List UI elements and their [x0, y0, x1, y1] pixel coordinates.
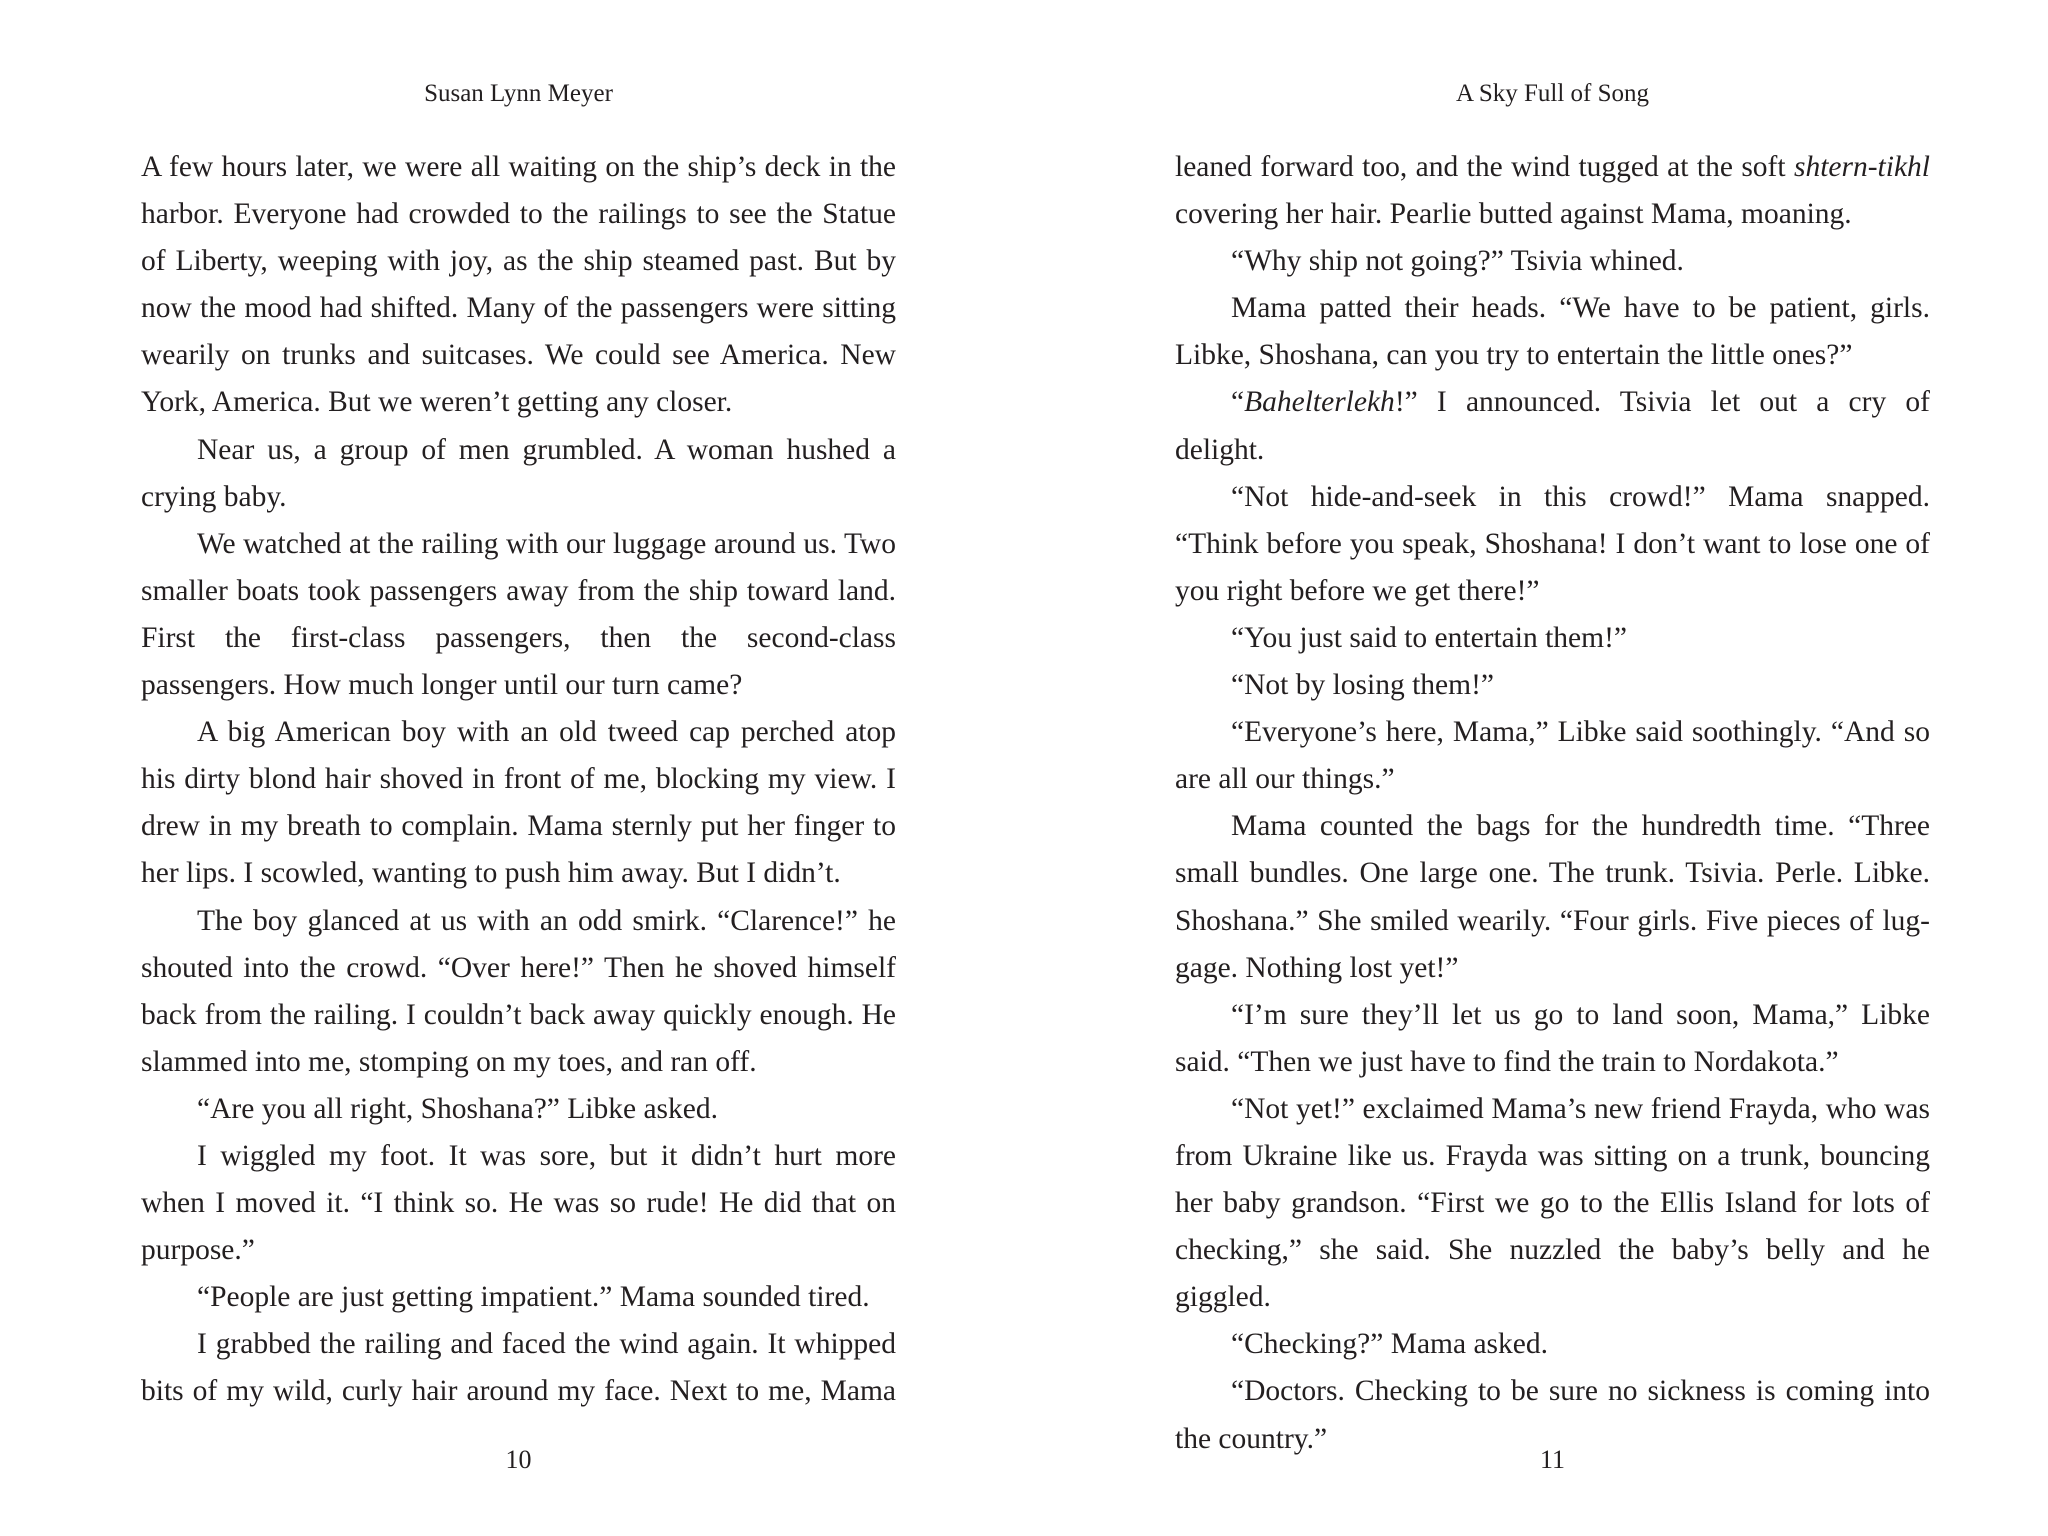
- text-run: “: [1231, 386, 1245, 419]
- paragraph: “Not by losing them!”: [1231, 669, 1494, 702]
- paragraph: [1175, 144, 1930, 238]
- paragraph: A big American boy with an old tweed cap perched atop his dirty blond hair shoved in front of me, blocking my view. I drew in my breath to complain. Mama sternly put her finger to her lips. I scowled, wanting to push him away. But I didn’t.: [141, 716, 896, 890]
- left-page-body: [141, 144, 896, 1416]
- paragraph: A few hours later, we were all waiting on the ship’s deck in the harbor. Everyone had crowded to the railings to see the Statue of Liberty, weeping with joy, as the ship steamed past. But by now the mood had shifted. Many of the passengers were sitting wearily on trunks and suitcases. We could see America. New York, America. But we weren’t getting any closer.: [141, 151, 896, 419]
- paragraph: [1175, 379, 1930, 473]
- paragraph: “Why ship not going?” Tsivia whined.: [1231, 245, 1684, 278]
- text-run: !” I announced. Tsivia let out a cry of delight.: [1175, 386, 1930, 466]
- paragraph: “I’m sure they’ll let us go to land soon, Mama,” Libke said. “Then we just have to find the train to Nordakota.”: [1175, 998, 1930, 1078]
- paragraph: “Not hide-and-seek in this crowd!” Mama snapped. “Think before you speak, Shoshana! I don’t want to lose one of you right before we get there!”: [1175, 480, 1930, 607]
- running-head-title: A Sky Full of Song: [1455, 80, 1650, 107]
- paragraph: Mama counted the bags for the hundredth time. “Three small bundles. One large one. The trunk. Tsivia. Perle. Libke. Shoshana.” She smiled wearily. “Four girls. Five pieces of lug-gage. Nothing lost yet!”: [1175, 810, 1930, 984]
- right-page: [1024, 0, 2048, 1536]
- paragraph: “Checking?” Mama asked.: [1231, 1328, 1548, 1361]
- paragraph: “People are just getting impatient.” Mama sounded tired.: [197, 1281, 870, 1314]
- paragraph: “Not yet!” exclaimed Mama’s new friend Frayda, who was from Ukraine like us. Frayda was sitting on a trunk, bouncing her baby grandson. “First we go to the Ellis Island for lots of checking,” she said. She nuzzled the baby’s belly and he giggled.: [1175, 1092, 1930, 1314]
- paragraph: Mama patted their heads. “We have to be patient, girls. Libke, Shoshana, can you try to entertain the little ones?”: [1175, 292, 1930, 372]
- page-number: 10: [505, 1445, 532, 1474]
- paragraph: “You just said to entertain them!”: [1231, 621, 1628, 654]
- italic-term: Bahelterlekh: [1244, 386, 1395, 419]
- paragraph: We watched at the railing with our luggage around us. Two smaller boats took passengers away from the ship toward land. First the first-class passengers, then the second-class passengers. How much longer until our turn came?: [141, 527, 896, 702]
- paragraph: I wiggled my foot. It was sore, but it didn’t hurt more when I moved it. “I think so. He was so rude! He did that on purpose.”: [141, 1139, 896, 1267]
- paragraph: The boy glanced at us with an odd smirk. “Clarence!” he shouted into the crowd. “Over here!” Then he shoved himself back from the railing. I couldn’t back away quickly enough. He slammed into me, stomping on my toes, and ran off.: [141, 904, 896, 1078]
- paragraph: Near us, a group of men grumbled. A woman hushed a crying baby.: [141, 433, 896, 513]
- text-run: covering her hair. Pearlie butted against Mama, moaning.: [1175, 198, 1852, 231]
- running-head-author: Susan Lynn Meyer: [424, 80, 613, 107]
- paragraph: I grabbed the railing and faced the wind again. It whipped bits of my wild, curly hair around my face. Next to me, Mama: [141, 1328, 896, 1408]
- text-run: leaned forward too, and the wind tugged at the soft: [1175, 151, 1794, 183]
- paragraph: “Are you all right, Shoshana?” Libke asked.: [197, 1092, 719, 1125]
- right-page-body: [1175, 144, 1930, 1463]
- italic-term: shtern-tikhl: [1793, 151, 1930, 183]
- paragraph: “Doctors. Checking to be sure no sickness is coming into the country.”: [1175, 1375, 1930, 1455]
- page-number: 11: [1539, 1445, 1566, 1474]
- paragraph: “Everyone’s here, Mama,” Libke said soothingly. “And so are all our things.”: [1175, 716, 1930, 796]
